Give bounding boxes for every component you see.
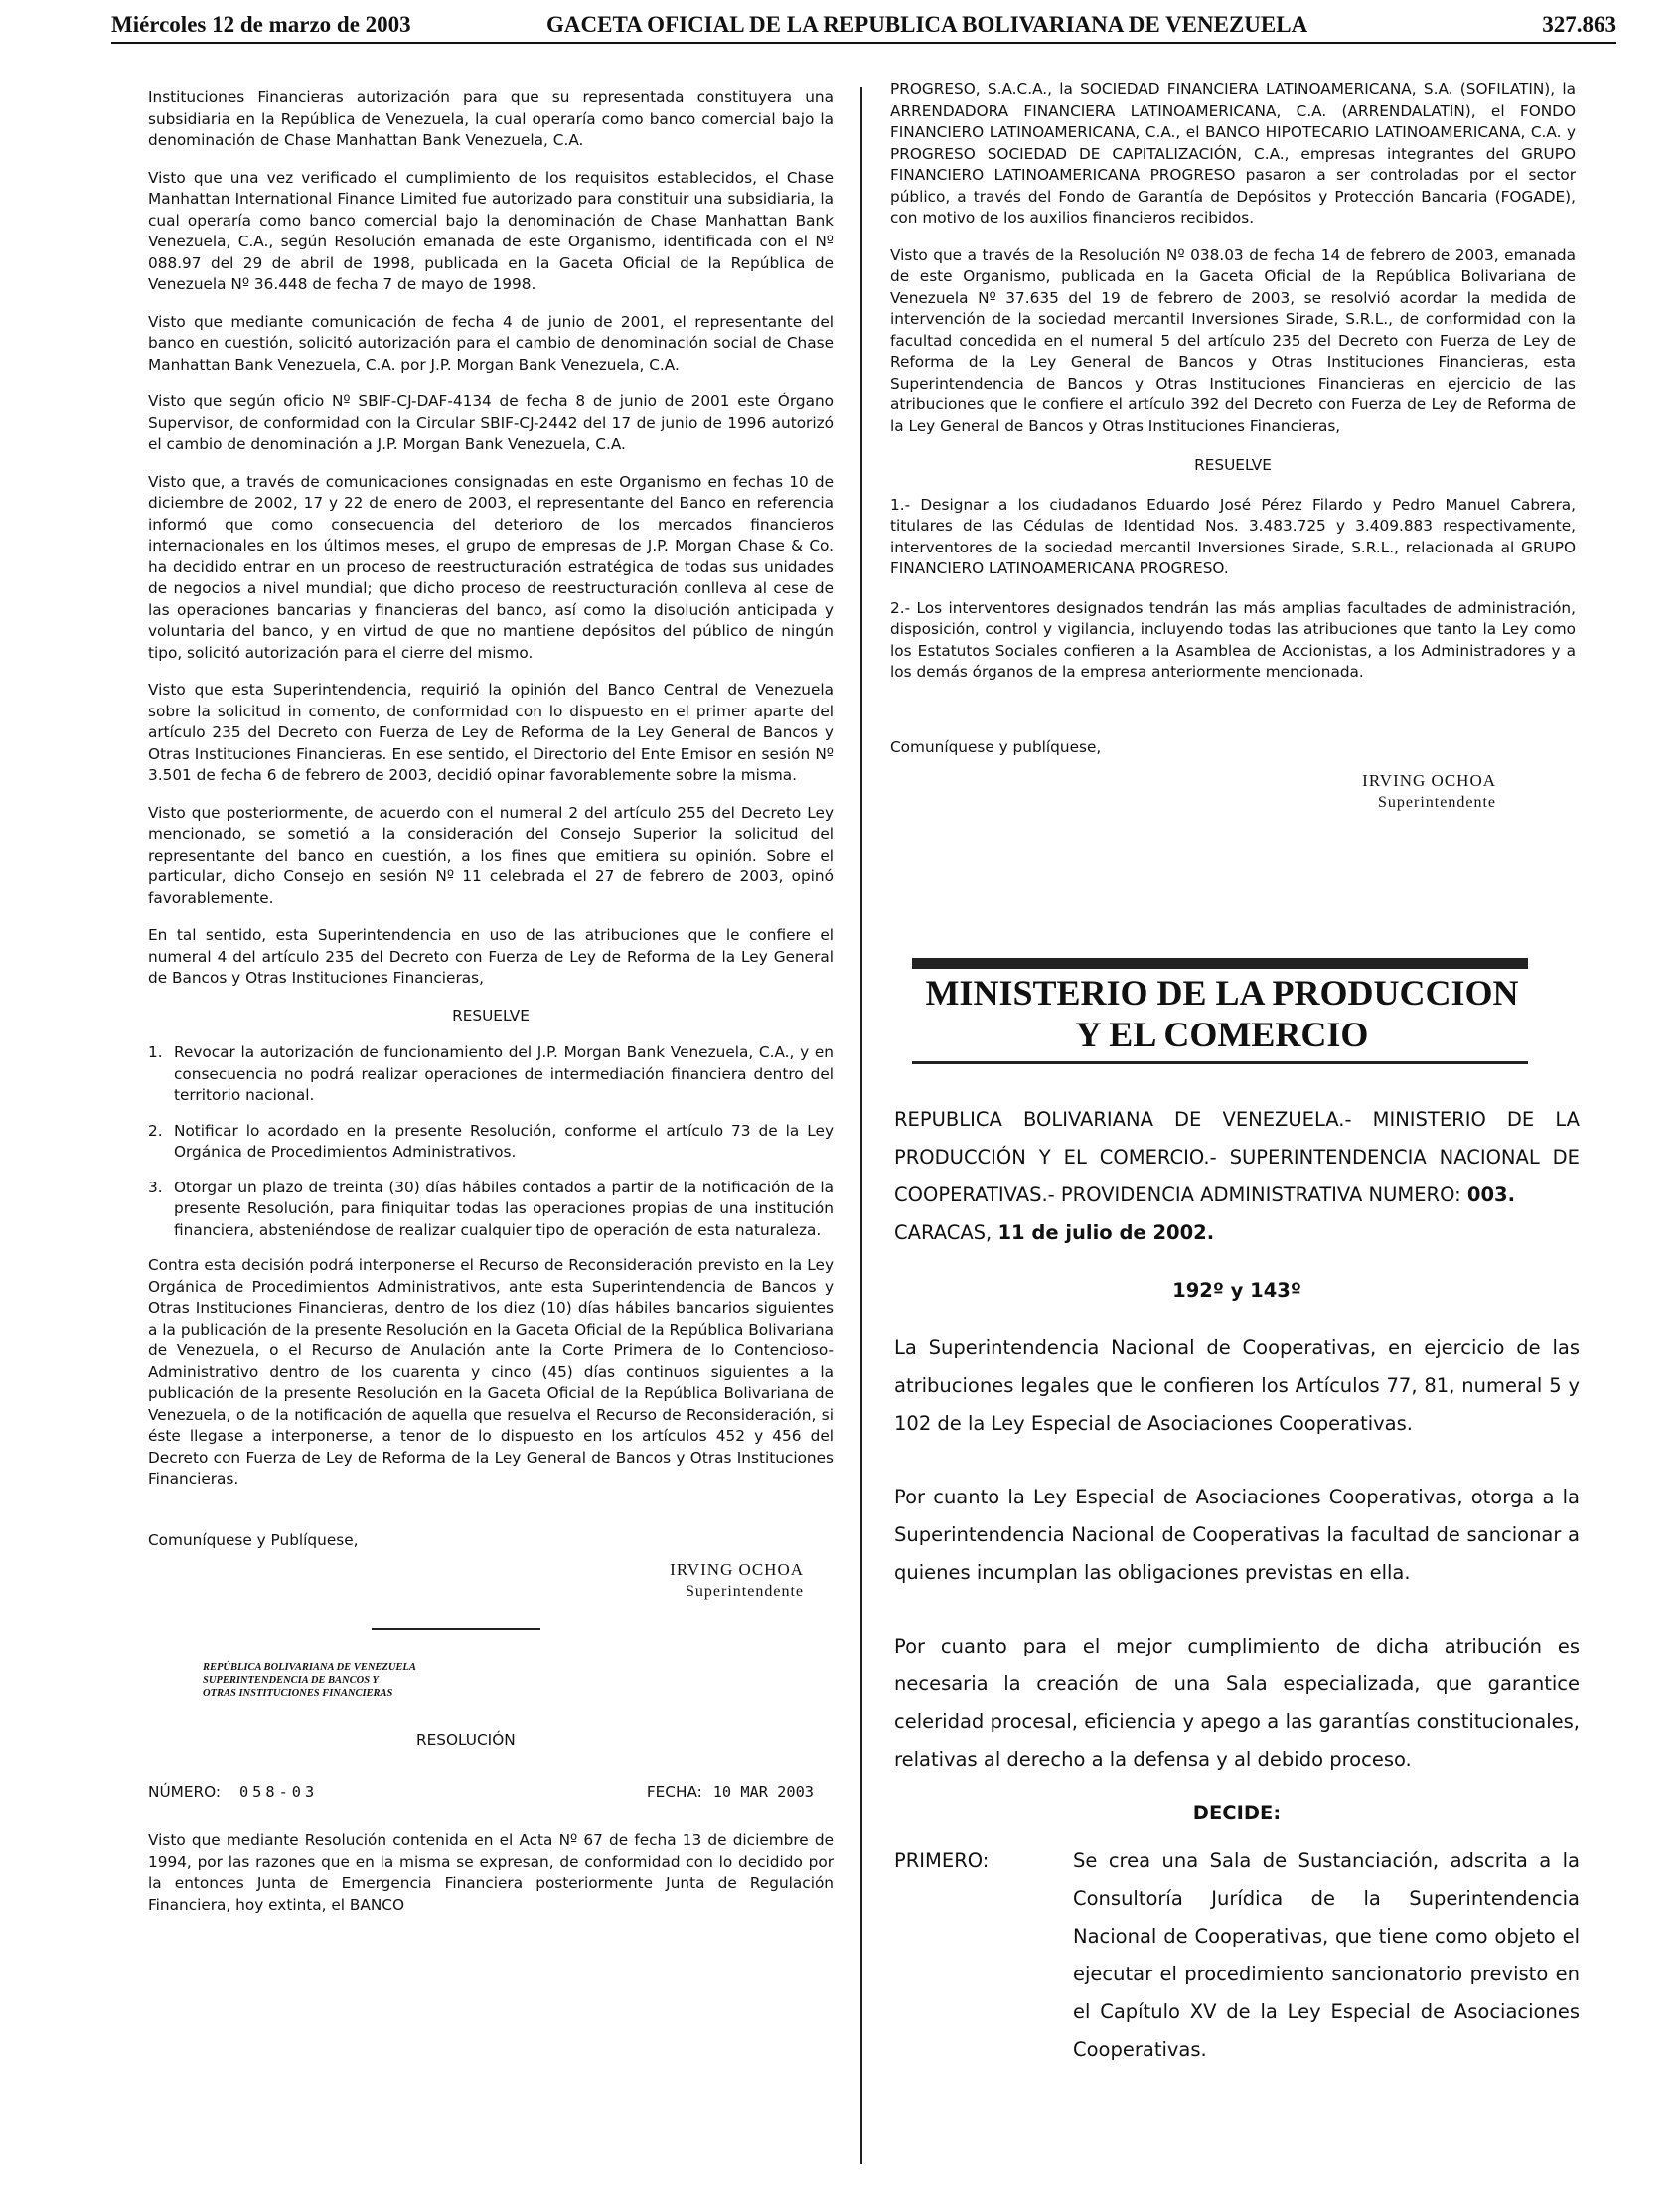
number-label: NÚMERO: xyxy=(148,1782,222,1801)
resolution-number-row xyxy=(148,1782,834,1804)
signature-name: IRVING OCHOA xyxy=(1362,771,1496,790)
paragraph: Visto que mediante Resolución contenida en el Acta Nº 67 de fecha 13 de diciembre de 1994, por las razones que en la misma se expresan, de conformidad con lo decidido por la entonces Junta de Emergencia Financiera posteriormente Junta de Regulación Financiera, hoy extinta, el BANCO xyxy=(148,1831,834,1914)
header-rule xyxy=(111,42,1616,44)
stamp-line: REPÚBLICA BOLIVARIANA DE VENEZUELA xyxy=(203,1662,416,1673)
right-column xyxy=(890,79,1576,813)
number-field xyxy=(148,1782,318,1804)
ministry-title-line: Y EL COMERCIO xyxy=(1075,1015,1369,1054)
ministry-top-bar xyxy=(912,958,1528,969)
paragraph: Instituciones Financieras autorización para que su representada constituyera una subsidiaria en la República de Venezuela, la cual operaría como banco comercial bajo la denominación de Chase Manhattan Bank Venezuela, C.A. xyxy=(148,88,834,149)
paragraph: Contra esta decisión podrá interponerse el Recurso de Reconsideración previsto en la Ley Orgánica de Procedimientos Administrativos, ante esta Superintendencia de Bancos y Otras Instituciones Financieras, dentro de los diez (10) días hábiles bancarios siguientes a la publicación de la presente Resolución en la Gaceta Oficial de la República Bolivariana de Venezuela, o el Recurso de Anulación ante la Corte Primera de lo Contencioso-Administrativo dentro de los cuarenta y cinco (45) días continuos siguientes a la publicación de la presente Resolución en la Gaceta Oficial de la República Bolivariana de Venezuela, o de la notificación de aquella que resuelva el Recurso de Reconsideración, si éste llegase a interponerse, a tenor de lo dispuesto en los artículos 452 y 456 del Decreto con Fuerza de Ley de Reforma de la Ley General de Bancos y Otras Instituciones Financieras. xyxy=(148,1256,834,1488)
header-date: Miércoles 12 de marzo de 2003 xyxy=(111,12,411,37)
date-label: FECHA: xyxy=(646,1782,702,1801)
providence-number: 003. xyxy=(1466,1183,1516,1206)
resuelve-heading: RESUELVE xyxy=(452,1006,530,1024)
signature-block xyxy=(890,770,1576,813)
signature-role: Superintendente xyxy=(686,1582,804,1600)
providence-date: CARACAS, 11 de julio de 2002. xyxy=(894,1221,1215,1244)
paragraph: Por cuanto para el mejor cumplimiento de dicha atribución es necesaria la creación de una Sala especializada, que garantice celeridad procesal, eficiencia y apego a las garantías constitucionales, relativas al derecho a la defensa y al debido proceso. xyxy=(894,1635,1580,1771)
ministry-title-line: MINISTERIO DE LA PRODUCCION xyxy=(925,973,1519,1013)
paragraph: Visto que esta Superintendencia, requirió la opinión del Banco Central de Venezuela sobre la solicitud in comento, de conformidad con lo dispuesto en el primer aparte del artículo 235 del Decreto con Fuerza de Ley de Reforma de la Ley General de Bancos y Otras Instituciones Financieras. En ese sentido, el Directorio del Ente Emisor en sesión Nº 3.501 de fecha 6 de febrero de 2003, decidió opinar favorablemente sobre la misma. xyxy=(148,681,834,784)
decide-heading: DECIDE: xyxy=(1192,1802,1282,1824)
item-number: 2. xyxy=(148,1121,163,1140)
paragraph: 1.- Designar a los ciudadanos Eduardo José Pérez Filardo y Pedro Manuel Cabrera, titulares de las Cédulas de Identidad Nos. 3.483.725 y 3.409.883 respectivamente, interventores de la sociedad mercantil Inversiones Sirade, S.R.L., relacionada al GRUPO FINANCIERO LATINOAMERICANA PROGRESO. xyxy=(890,495,1576,577)
ministry-title xyxy=(894,972,1550,1055)
providence-section xyxy=(894,1101,1580,2069)
paragraph: 2.- Los interventores designados tendrán las más amplias facultades de administración, disposición, control y vigilancia, incluyendo todas las atribuciones que tanto la Ley como los Estatutos Sociales confieren a la Asamblea de Accionistas, a los Administradores y a los demás órganos de la empresa anteriormente mencionada. xyxy=(890,598,1576,681)
paragraph: Visto que según oficio Nº SBIF-CJ-DAF-4134 de fecha 8 de junio de 2001 este Órgano Supervisor, de conformidad con la Circular SBIF-CJ-2442 del 17 de junio de 1996 autorizó el cambio de denominación a J.P. Morgan Bank Venezuela, C.A. xyxy=(148,393,834,453)
item-number: 1. xyxy=(148,1043,163,1061)
separator-rule xyxy=(372,1628,540,1630)
date-field xyxy=(647,1782,814,1804)
list-item xyxy=(148,1121,834,1164)
paragraph: Visto que posteriormente, de acuerdo con el numeral 2 del artículo 255 del Decreto Ley mencionado, se sometió a la consideración del Consejo Superior la solicitud del representante del banco en cuestión, a los fines que emitiera su opinión. Sobre el particular, dicho Consejo en sesión Nº 11 celebrada el 27 de febrero de 2003, opinó favorablemente. xyxy=(148,803,834,907)
item-text: Otorgar un plazo de treinta (30) días hábiles contados a partir de la notificación de la presente Resolución, para finiquitar todas las operaciones propias de una institución financiera, absteniéndose de realizar cualquier tipo de operación de esta naturaleza. xyxy=(174,1178,834,1239)
paragraph: Visto que a través de la Resolución Nº 038.03 de fecha 14 de febrero de 2003, emanada de este Organismo, publicada en la Gaceta Oficial de la República Bolivariana de Venezuela Nº 37.635 del 19 de febrero de 2003, se resolvió acordar la medida de intervención de la sociedad mercantil Inversiones Sirade, S.R.L., de conformidad con la facultad concedida en el numeral 5 del artículo 235 del Decreto con Fuerza de Ley de Reforma de la Ley General de Bancos y Otras Instituciones Financieras, esta Superintendencia de Bancos y Otras Instituciones Financieras en ejercicio de las atribuciones que le confiere el artículo 392 del Decreto con Fuerza de Ley de Reforma de la Ley General de Bancos y Otras Instituciones Financieras, xyxy=(890,245,1576,435)
number-value: 058-03 xyxy=(238,1782,319,1801)
providence-intro: REPUBLICA BOLIVARIANA DE VENEZUELA.- MINISTERIO DE LA PRODUCCIÓN Y EL COMERCIO.- SUPERINTENDENCIA NACIONAL DE COOPERATIVAS.- PROVIDENCIA ADMINISTRATIVA NUMERO: 003. xyxy=(894,1108,1580,1206)
paragraph: En tal sentido, esta Superintendencia en uso de las atribuciones que le confiere el numeral 4 del artículo 235 del Decreto con Fuerza de Ley de Reforma de la Ley General de Bancos y Otras Instituciones Financieras, xyxy=(148,926,834,987)
list-item xyxy=(148,1178,834,1242)
closing-text: Comuníquese y publíquese, xyxy=(890,737,1102,756)
closing-text: Comuníquese y Publíquese, xyxy=(148,1530,359,1549)
years-line: 192º y 143º xyxy=(1172,1279,1301,1302)
signature-block xyxy=(148,1559,834,1602)
signature-name: IRVING OCHOA xyxy=(670,1560,804,1579)
item-text: Notificar lo acordado en la presente Resolución, conforme el artículo 73 de la Ley Orgánica de Procedimientos Administrativos. xyxy=(174,1121,834,1161)
page-header xyxy=(111,10,1616,44)
header-title: GACETA OFICIAL DE LA REPUBLICA BOLIVARIANA DE VENEZUELA xyxy=(546,12,1308,37)
letterhead-stamp xyxy=(203,1661,834,1700)
resuelve-heading: RESUELVE xyxy=(1194,456,1272,474)
paragraph: Por cuanto la Ley Especial de Asociaciones Cooperativas, otorga a la Superintendencia Nacional de Cooperativas la facultad de sancionar a quienes incumplan las obligaciones previstas en ella. xyxy=(894,1486,1580,1584)
header-page-number: 327.863 xyxy=(1542,12,1616,37)
item-text: Revocar la autorización de funcionamiento del J.P. Morgan Bank Venezuela, C.A., y en consecuencia no podrá realizar operaciones de intermediación financiera dentro del territorio nacional. xyxy=(174,1043,834,1104)
decision-text: Se crea una Sala de Sustanciación, adscrita a la Consultoría Jurídica de la Superintendencia Nacional de Cooperativas, que tiene como objeto el ejecutar el procedimiento sancionatorio previsto en el Capítulo XV de la Ley Especial de Asociaciones Cooperativas. xyxy=(1073,1849,1580,2061)
left-column xyxy=(148,87,834,1916)
paragraph: Visto que, a través de comunicaciones consignadas en este Organismo en fechas 10 de diciembre de 2002, 17 y 22 de enero de 2003, el representante del Banco en referencia informó que como consecuencia del deterioro de los mercados financieros internacionales en los últimos meses, el grupo de empresas de J.P. Morgan Chase & Co. ha decidido entrar en un proceso de reestructuración estratégica de todas sus unidades de negocios a nivel mundial; que dicho proceso de reestructuración conlleva al cese de las operaciones bancarias y financieras del banco, así como la disolución anticipada y voluntaria del banco, y en virtud de que no mantiene depósitos del público de ningún tipo, solicitó autorización para el cierre del mismo. xyxy=(148,472,834,662)
stamp-line: SUPERINTENDENCIA DE BANCOS Y xyxy=(203,1675,379,1686)
ministry-bottom-rule xyxy=(912,1061,1528,1064)
column-divider xyxy=(860,87,862,2164)
decision-row xyxy=(894,1842,1580,2069)
resolution-label: RESOLUCIÓN xyxy=(416,1731,516,1749)
paragraph: Visto que mediante comunicación de fecha 4 de junio de 2001, el representante del banco en cuestión, solicitó autorización para el cambio de denominación social de Chase Manhattan Bank Venezuela, C.A. por J.P. Morgan Bank Venezuela, C.A. xyxy=(148,312,834,374)
paragraph: La Superintendencia Nacional de Cooperativas, en ejercicio de las atribuciones legales que le confieren los Artículos 77, 81, numeral 5 y 102 de la Ley Especial de Asociaciones Cooperativas. xyxy=(894,1337,1580,1435)
date-value: 10 MAR 2003 xyxy=(712,1782,814,1801)
item-number: 3. xyxy=(148,1178,163,1196)
list-item xyxy=(148,1042,834,1107)
signature-role: Superintendente xyxy=(1378,793,1496,811)
paragraph: PROGRESO, S.A.C.A., la SOCIEDAD FINANCIERA LATINOAMERICANA, S.A. (SOFILATIN), la ARRENDADORA FINANCIERA LATINOAMERICANA, C.A. (ARRENDALATIN), el FONDO FINANCIERO LATINOAMERICANA, C.A., el BANCO HIPOTECARIO LATINOAMERICANA, C.A. y PROGRESO SOCIEDAD DE CAPITALIZACIÓN, C.A., empresas integrantes del GRUPO FINANCIERO LATINOAMERICANA PROGRESO pasaron a ser controladas por el sector público, a través del Fondo de Garantía de Depósitos y Protección Bancaria (FOGADE), con motivo de los auxilios financieros recibidos. xyxy=(890,80,1576,227)
decision-label: PRIMERO: xyxy=(894,1849,990,1872)
paragraph: Visto que una vez verificado el cumplimiento de los requisitos establecidos, el Chase Manhattan International Finance Limited fue autorizado para constituir una subsidiaria, la cual operaría como banco comercial bajo la denominación de Chase Manhattan Bank Venezuela, C.A., según Resolución emanada de este Organismo, identificada con el Nº 088.97 del 29 de abril de 1998, publicada en la Gaceta Oficial de la República de Venezuela Nº 36.448 de fecha 7 de mayo de 1998. xyxy=(148,168,834,293)
stamp-line: OTRAS INSTITUCIONES FINANCIERAS xyxy=(203,1688,393,1699)
